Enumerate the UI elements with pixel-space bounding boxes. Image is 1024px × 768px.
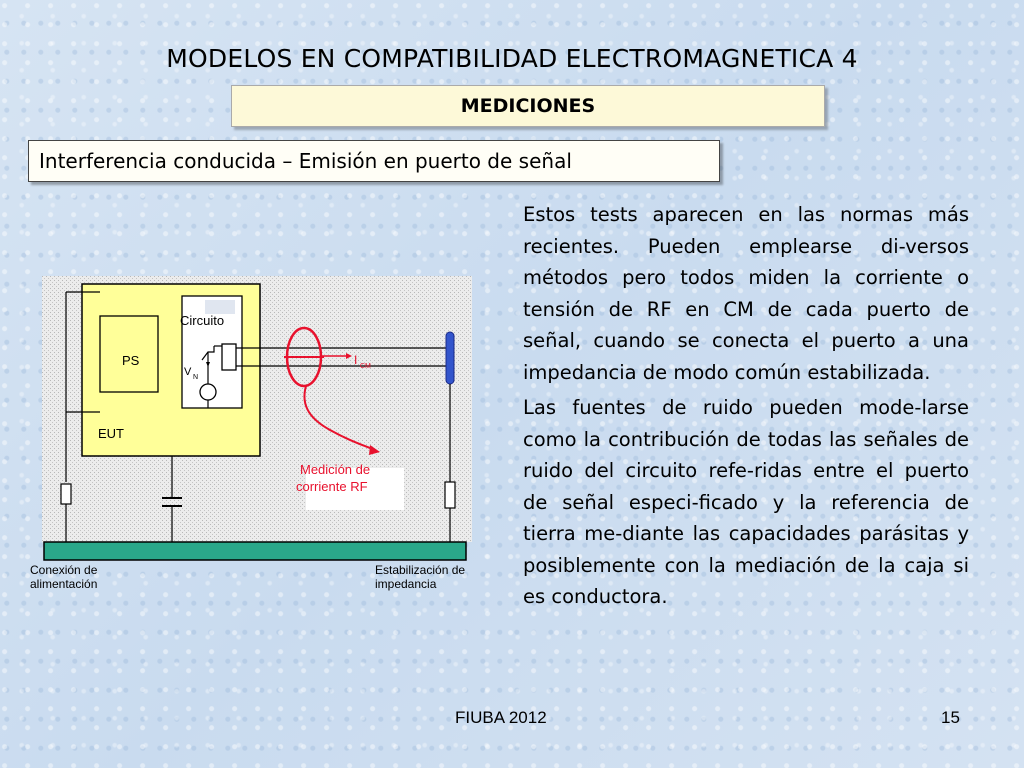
measure-label-2: corriente RF — [296, 479, 368, 494]
slide-title: MODELOS EN COMPATIBILIDAD ELECTROMAGNETICA 4 — [166, 44, 858, 73]
section-heading — [28, 140, 720, 182]
caption-impedance-stabilization — [375, 563, 465, 591]
paragraph-2: Las fuentes de ruido pueden mode-larse como la contribución de todas las señales de ruido del circuito refe-ridas entre el puerto de señal especi-ficado y la referencia de tierra me-diante las capacidades parásitas y posiblemente con la mediación de la caja si es conductora. — [523, 396, 969, 608]
caption-power-connection — [30, 563, 97, 591]
caption-left-line-1: Conexión de — [30, 563, 98, 577]
caption-right-line-2: impedancia — [375, 577, 437, 591]
subtitle-box — [231, 85, 825, 127]
vn-sub: N — [193, 374, 199, 381]
vn-source — [200, 384, 216, 400]
ps-label: PS — [122, 353, 140, 368]
section-heading-text: Interferencia conducida – Emisión en puerto de señal — [39, 149, 572, 173]
icm-sub: CM — [360, 363, 371, 370]
circuit-label-backdrop — [205, 300, 235, 314]
ground-plane — [44, 542, 466, 560]
stabilizer-resistor — [445, 482, 455, 508]
circuit-diagram-svg — [30, 272, 480, 572]
measure-label-1: Medición de — [300, 462, 371, 477]
circuit-diagram — [30, 272, 480, 576]
footer-center: FIUBA 2012 — [455, 708, 547, 727]
vn-label: V — [184, 366, 192, 378]
port-component — [222, 344, 236, 370]
subtitle-text: MEDICIONES — [460, 95, 596, 117]
power-resistor — [61, 484, 71, 504]
circuit-label: Circuito — [180, 313, 225, 328]
impedance-stabilizer — [446, 332, 454, 384]
paragraph-1: Estos tests aparecen en las normas más recientes. Pueden emplearse di-versos métodos pero todos miden la corriente o tensión de RF en CM de cada puerto de señal, cuando se conecta el puerto a una impedancia de modo común estabilizada. — [523, 203, 969, 384]
caption-right-line-1: Estabilización de — [375, 563, 466, 577]
caption-left-line-2: alimentación — [30, 577, 98, 591]
page-number: 15 — [941, 708, 960, 727]
eut-label: EUT — [98, 426, 124, 441]
body-text — [523, 199, 969, 617]
icm-label: I — [354, 353, 358, 367]
